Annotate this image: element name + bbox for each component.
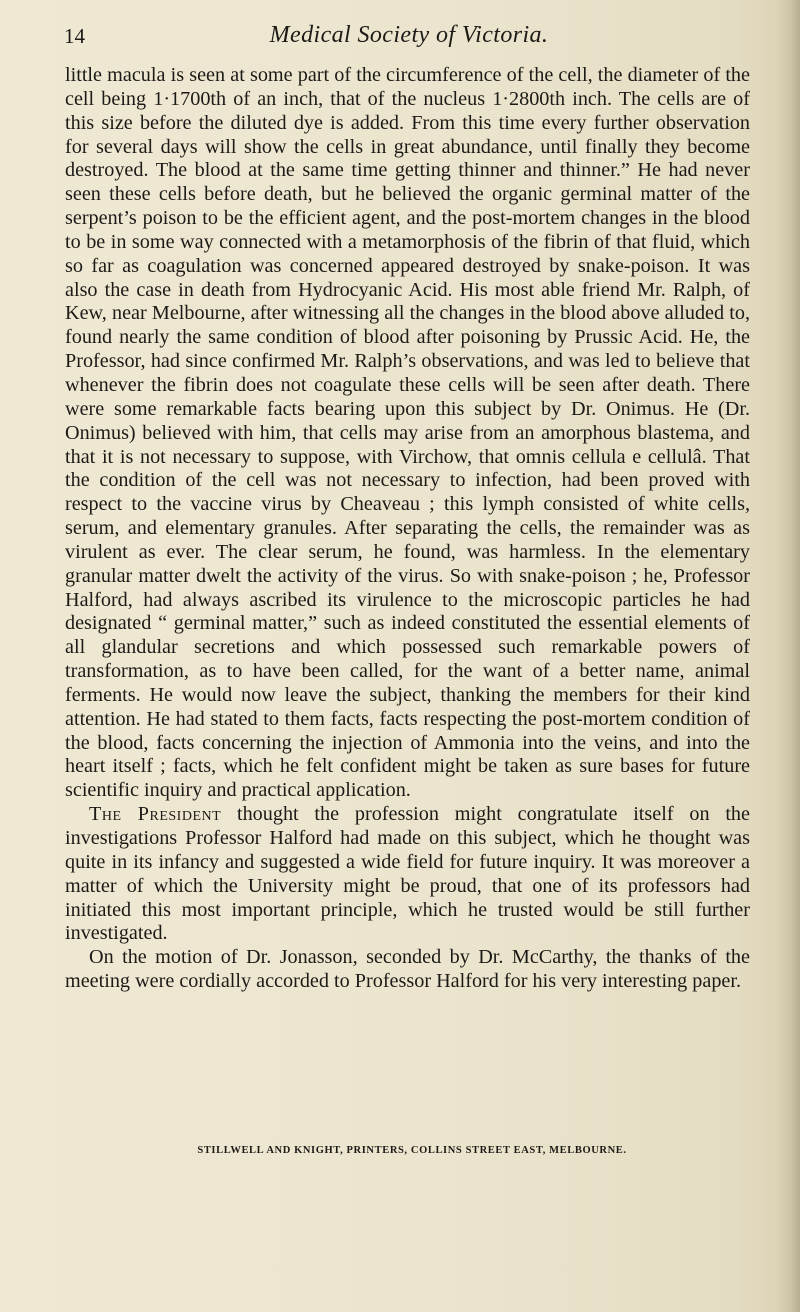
page-edge-shadow [776, 0, 800, 1312]
paragraph-vote-of-thanks: On the motion of Dr. Jonasson, seconded by Dr. McCarthy, the thanks of the meeting were cordially accorded to Professor Halford for his very interesting paper. [65, 946, 750, 993]
speaker-name: The President [89, 803, 222, 826]
article-body [65, 64, 750, 994]
page-number: 14 [64, 24, 85, 48]
paragraph-professor-remarks: little macula is seen at some part of the circumference of the cell, the diameter of the cell being 1·1700th of an inch, that of the nucleus 1·2800th inch. The cells are of this size before the diluted dye is added. From this time every further observation for several days will show the cells in great abundance, until finally they become destroyed. The blood at the same time getting thinner and thinner.” He had never seen these cells before death, but he believed the organic germinal matter of the serpent’s poison to be the efficient agent, and the post-mortem changes in the blood to be in some way connected with a metamorphosis of the fibrin of that fluid, which so far as coagulation was concerned appeared destroyed by snake-poison. It was also the case in death from Hydrocyanic Acid. His most able friend Mr. Ralph, of Kew, near Melbourne, after witnessing all the changes in the blood above alluded to, found nearly the same condition of blood after poisoning by Prussic Acid. He, the Professor, had since confirmed Mr. Ralph’s observations, and was led to believe that whenever the fibrin does not coagulate these cells will be seen after death. There were some remarkable facts bearing upon this subject by Dr. Onimus. He (Dr. Onimus) believed with him, that cells may arise from an amorphous blastema, and that it is not necessary to suppose, with Virchow, that omnis cellula e cellulâ. That the condition of the cell was not necessary to infection, had been proved with respect to the vaccine virus by Cheaveau ; this lymph consisted of white cells, serum, and elementary granules. After separating the cells, the remainder was as virulent as ever. The clear serum, he found, was harmless. In the elementary granular matter dwelt the activity of the virus. So with snake-poison ; he, Professor Halford, had always ascribed its virulence to the microscopic particles he had designated “ germinal matter,” such as indeed constituted the essential elements of all glandular secretions and which possessed such remarkable powers of transformation, as to have been called, for the want of a better name, animal ferments. He would now leave the subject, thanking the members for their kind attention. He had stated to them facts, facts respecting the post-mortem condition of the blood, facts concerning the injection of Ammonia into the veins, and into the heart itself ; facts, which he felt confident might be taken as sure bases for future scientific inquiry and practical application. [65, 64, 750, 802]
printer-imprint: STILLWELL AND KNIGHT, PRINTERS, COLLINS STREET EAST, MELBOURNE. [197, 1145, 627, 1156]
paragraph-president-remarks [65, 803, 750, 946]
journal-title: Medical Society of Victoria. [269, 22, 549, 48]
paragraph-president-text: thought the profession might congratulate itself on the investigations Professor Halford had made on this subject, which he thought was quite in its infancy and suggested a wide field for future inquiry. It was moreover a matter of which the University might be proud, that one of its professors had initiated this most important principle, which he trusted would be still further investigated. [65, 803, 750, 945]
running-header [64, 20, 754, 54]
